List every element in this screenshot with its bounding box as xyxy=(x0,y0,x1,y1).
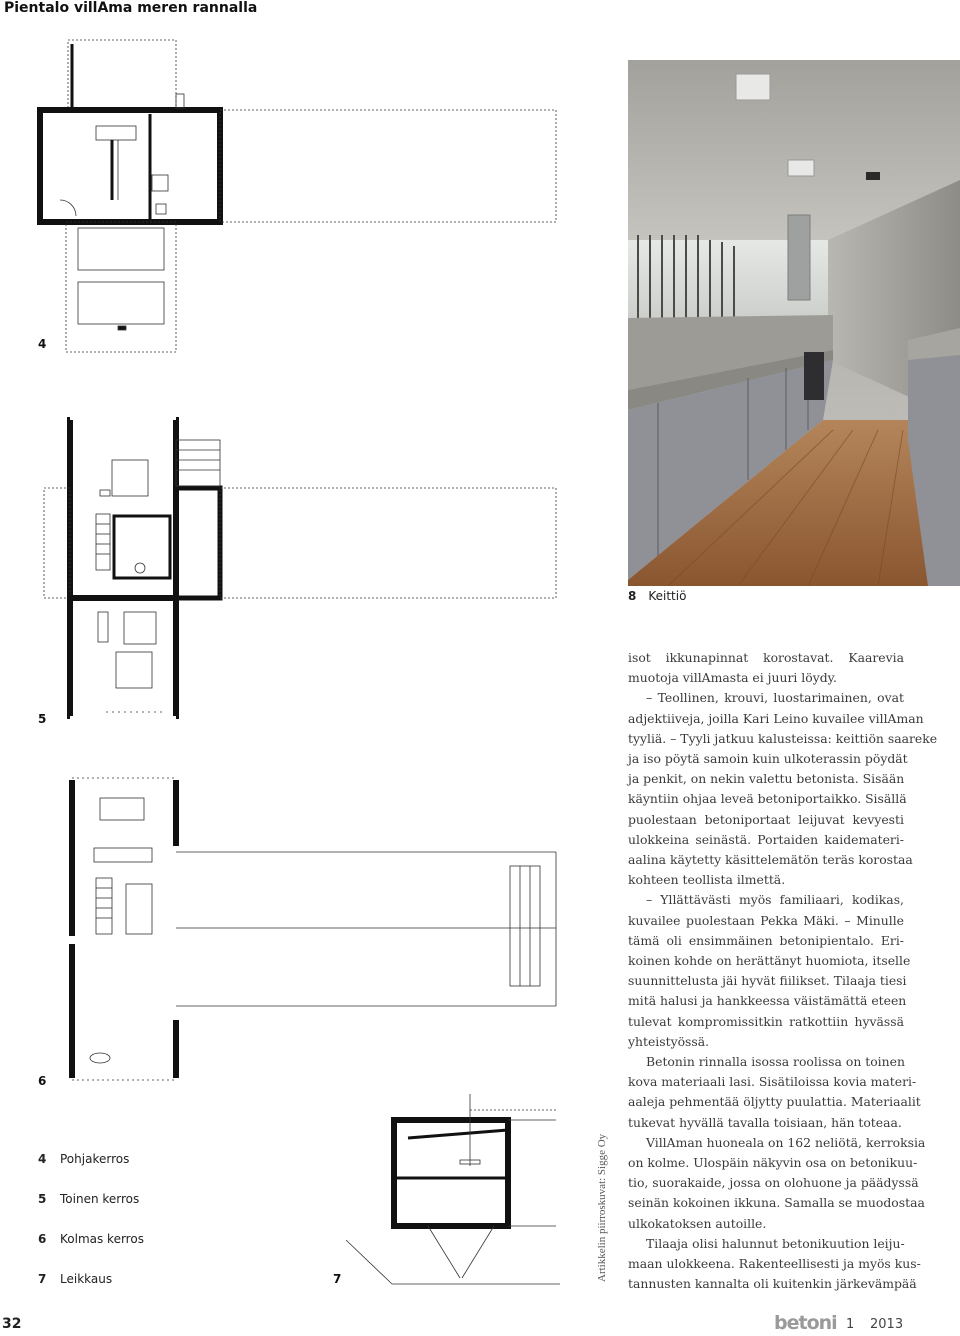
body-line: tannusten kannalta oli kuitenkin järkevämpää xyxy=(628,1276,917,1292)
legend-item xyxy=(38,1152,129,1166)
legend-item xyxy=(38,1272,112,1286)
body-line: – Yllättävästi myös familiaari, kodikas, xyxy=(646,892,904,908)
body-line: ja iso pöytä samoin kuin ulkoterassin pöydät xyxy=(628,751,908,767)
body-line: maan ulokkeena. Rakenteellisesti ja myös kus- xyxy=(628,1256,921,1272)
plan-ground-floor xyxy=(40,40,556,352)
body-line: on kolme. Ulospäin näkyvin osa on betonikuu- xyxy=(628,1155,918,1171)
kitchen-photo xyxy=(628,60,960,586)
body-line: tyyliä. – Tyyli jatkuu kalusteissa: keittiön saareke xyxy=(628,730,938,746)
legend-label: Kolmas kerros xyxy=(60,1232,144,1246)
body-line: aalina käytetty käsittelemätön teräs korostaa xyxy=(628,852,913,868)
body-line: kohteen teollista ilmettä. xyxy=(628,872,786,888)
plan-number: 4 xyxy=(38,337,47,351)
body-line: ja penkit, on nekin valettu betonista. Sisään xyxy=(628,771,905,787)
body-line: tämä oli ensimmäinen betonipientalo. Eri- xyxy=(628,932,904,948)
body-line: aaleja pehmentää öljytty puulattia. Materiaalit xyxy=(628,1094,921,1110)
body-line: VillAman huoneala on 162 neliötä, kerroksia xyxy=(646,1134,926,1150)
body-line: mitä halusi ja hankkeessa väistämättä eteen xyxy=(628,993,907,1009)
legend-label: Pohjakerros xyxy=(60,1152,130,1166)
body-line: yhteistyössä. xyxy=(628,1033,710,1049)
legend-number: 4 xyxy=(38,1152,47,1166)
body-line: tio, suorakaide, jossa on olohuone ja päädyssä xyxy=(628,1175,919,1191)
body-line: Betonin rinnalla isossa roolissa on toinen xyxy=(646,1054,905,1070)
page-number: 32 xyxy=(2,1316,22,1332)
betoni-logo: betoni xyxy=(774,1312,837,1334)
legend-item xyxy=(38,1232,144,1246)
body-line: Tilaaja olisi halunnut betonikuution leiju- xyxy=(646,1235,905,1251)
plan-number: 7 xyxy=(333,1272,342,1286)
body-line: kuvailee puolestaan Pekka Mäki. – Minulle xyxy=(628,912,904,928)
plan-number: 5 xyxy=(38,712,47,726)
issue-year: 2013 xyxy=(870,1317,904,1332)
body-line: adjektiiveja, joilla Kari Leino kuvailee villAman xyxy=(628,710,924,726)
plan-third-floor xyxy=(72,778,556,1080)
body-line: puolestaan betoniportaat leijuvat kevyesti xyxy=(628,811,904,827)
article-body xyxy=(628,648,938,1295)
photo-caption xyxy=(628,589,686,603)
body-line: koinen kohde on herättänyt huomiota, itselle xyxy=(628,953,911,969)
body-line: isot ikkunapinnat korostavat. Kaarevia xyxy=(628,650,904,665)
plan-number: 6 xyxy=(38,1074,47,1088)
body-line: tukevat hyvällä tavalla toisiaan, hän toteaa. xyxy=(628,1114,902,1130)
legend-number: 7 xyxy=(38,1272,47,1286)
body-line: ulokkeina seinästä. Portaiden kaidemateri- xyxy=(628,831,904,847)
body-line: muotoja villAmasta ei juuri löydy. xyxy=(628,670,837,686)
body-line: ulkokatoksen autoille. xyxy=(628,1215,767,1231)
plan-section xyxy=(346,1094,560,1284)
issue-number: 1 xyxy=(846,1317,855,1332)
article-header-title: Pientalo villAma meren rannalla xyxy=(4,0,258,16)
body-line: tulevat kompromissitkin ratkottiin hyvässä xyxy=(628,1013,904,1029)
legend-number: 5 xyxy=(38,1192,47,1206)
body-line: kova materiaali lasi. Sisätiloissa kovia materi- xyxy=(628,1074,917,1090)
plan-second-floor xyxy=(44,420,556,716)
body-line: suunnittelusta jäi hyvät fiilikset. Tilaaja tiesi xyxy=(628,973,907,989)
caption-label: Keittiö xyxy=(648,589,687,603)
caption-number: 8 xyxy=(628,589,637,603)
body-line: käyntiin ohjaa leveä betoniportaikko. Sisällä xyxy=(628,791,907,807)
legend-item xyxy=(38,1192,139,1206)
body-line: – Teollinen, krouvi, luostarimainen, ovat xyxy=(646,690,904,706)
legend-number: 6 xyxy=(38,1232,47,1246)
legend-label: Leikkaus xyxy=(60,1272,113,1286)
legend-label: Toinen kerros xyxy=(60,1192,140,1206)
drawing-credit: Artikkelin piirroskuvat: Sigge Oy xyxy=(596,1133,608,1282)
body-line: seinän kokoinen ikkuna. Samalla se muodostaa xyxy=(628,1195,925,1211)
